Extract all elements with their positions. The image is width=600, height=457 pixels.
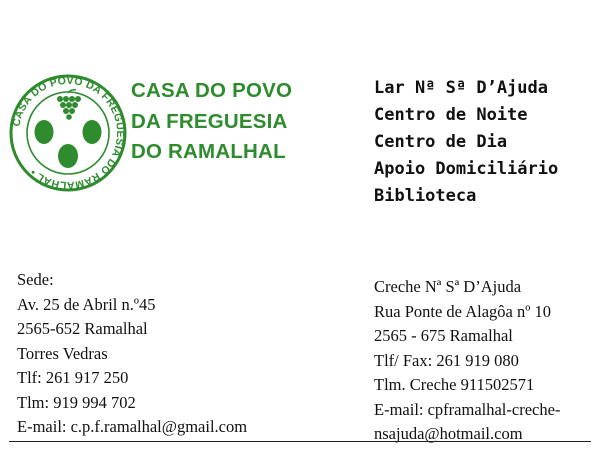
organization-name-line: DO RAMALHAL xyxy=(131,140,286,163)
service-item: Biblioteca xyxy=(374,186,477,206)
creche-line: Creche Nª Sª D’Ajuda xyxy=(374,277,522,296)
creche-email-continued: nsajuda@hotmail.com xyxy=(374,424,523,443)
headquarters-phone: Tlf: 261 917 250 xyxy=(17,368,129,387)
creche-address xyxy=(374,275,560,447)
bottom-divider xyxy=(9,441,591,442)
service-item: Centro de Dia xyxy=(374,132,508,152)
creche-line: 2565 - 675 Ramalhal xyxy=(374,326,513,345)
organization-name xyxy=(131,76,292,168)
service-item: Apoio Domiciliário xyxy=(374,159,559,179)
headquarters-address xyxy=(17,268,247,440)
headquarters-mobile: Tlm: 919 994 702 xyxy=(17,392,136,412)
organization-name-line: DA FREGUESIA xyxy=(131,109,288,133)
organization-name-line: CASA DO POVO xyxy=(131,79,293,102)
left-leaf-icon xyxy=(35,120,54,144)
headquarters-line: Av. 25 de Abril n.º45 xyxy=(17,294,156,314)
bottom-leaf-icon xyxy=(58,144,78,168)
services-list xyxy=(374,75,558,210)
organization-seal-logo xyxy=(8,73,128,193)
headquarters-line: Torres Vedras xyxy=(17,343,108,363)
creche-mobile: Tlm. Creche 911502571 xyxy=(374,375,535,394)
creche-phone-fax: Tlf/ Fax: 261 919 080 xyxy=(374,350,519,370)
service-item: Centro de Noite xyxy=(374,105,528,125)
headquarters-line: Sede: xyxy=(17,270,54,289)
svg-text:CASA DO POVO DA FREGUESIA DO R: CASA DO POVO DA FREGUESIA DO RAMALHAL • xyxy=(10,74,127,192)
service-item: Lar Nª Sª D’Ajuda xyxy=(374,78,548,98)
creche-line: Rua Ponte de Alagôa nº 10 xyxy=(374,301,551,321)
headquarters-line: 2565-652 Ramalhal xyxy=(17,319,148,338)
grape-cluster-icon xyxy=(57,90,81,120)
headquarters-email: E-mail: c.p.f.ramalhal@gmail.com xyxy=(17,417,248,436)
creche-email: E-mail: cpframalhal-creche- xyxy=(374,399,561,419)
right-leaf-icon xyxy=(83,120,102,144)
